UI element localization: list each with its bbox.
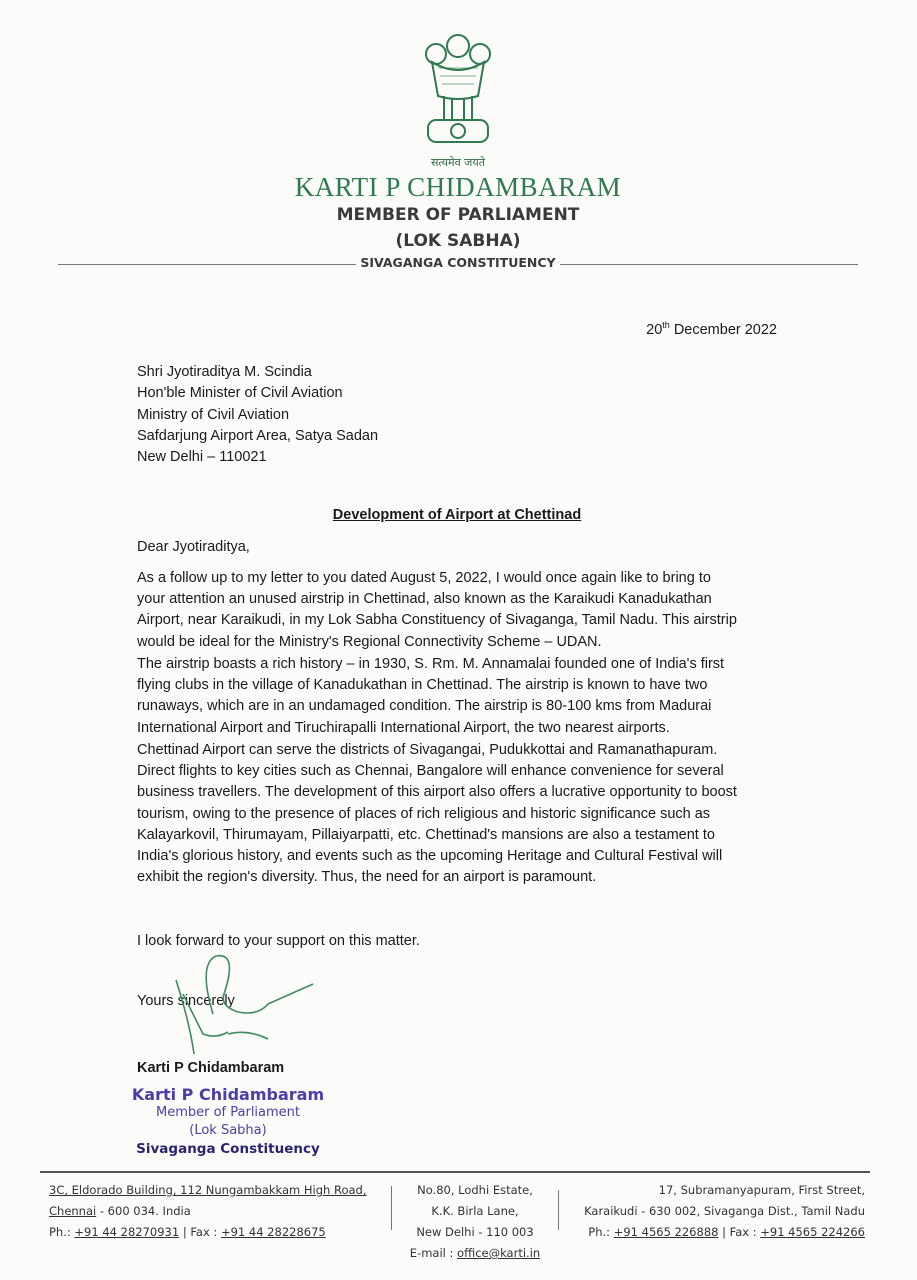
constituency-text: SIVAGANGA CONSTITUENCY — [356, 255, 559, 270]
fax-label: | Fax : — [718, 1225, 761, 1239]
footer-karaikudi-address — [584, 1180, 865, 1243]
letterhead-name: KARTI P CHIDAMBARAM — [294, 172, 622, 202]
text-line: tourism, owing to the presence of places of rich religious and historic significance such as — [137, 805, 711, 822]
text-line: would be ideal for the Ministry's Regional Connectivity Scheme – UDAN. — [137, 633, 602, 650]
stamp-line: Sivaganga Constituency — [136, 1141, 320, 1157]
letterhead-title: MEMBER OF PARLIAMENT — [336, 205, 580, 225]
phone-label: Ph.: — [49, 1225, 75, 1239]
text-line: Direct flights to key cities such as Chennai, Bangalore will enhance convenience for several — [137, 763, 724, 780]
footer-line: 3C, Eldorado Building, 112 Nungambakkam High Road, — [49, 1183, 367, 1197]
text-line: Airport, near Karaikudi, in my Lok Sabha Constituency of Sivaganga, Tamil Nadu. This airstrip — [137, 612, 737, 629]
paragraph-2 — [137, 654, 797, 739]
stamp-line: (Lok Sabha) — [189, 1123, 267, 1138]
signatory-name: Karti P Chidambaram — [137, 1060, 285, 1076]
phone-link[interactable]: +91 4565 226888 — [613, 1225, 719, 1239]
text-line: The airstrip boasts a rich history – in 1930, S. Rm. M. Annamalai founded one of India's first — [137, 656, 725, 672]
letter-date — [646, 320, 777, 338]
footer-line: K.K. Birla Lane, — [431, 1204, 519, 1218]
address-line: New Delhi – 110021 — [137, 449, 267, 466]
address-line: Hon'ble Minister of Civil Aviation — [137, 385, 343, 402]
official-stamp — [128, 1086, 328, 1158]
valediction: Yours sincerely — [137, 993, 235, 1009]
footer-divider — [40, 1171, 870, 1173]
stamp-line: Karti P Chidambaram — [131, 1085, 325, 1104]
address-line: Shri Jyotiraditya M. Scindia — [137, 364, 312, 380]
fax-label: | Fax : — [179, 1225, 221, 1239]
date-suffix: th — [662, 320, 670, 330]
footer-line: Karaikudi - 630 002, Sivaganga Dist., Tamil Nadu — [584, 1204, 865, 1218]
emblem-motto: सत्यमेव जयते — [430, 156, 485, 169]
text-line: India's glorious history, and events such as the upcoming Heritage and Cultural Festival will — [137, 848, 723, 865]
letterhead-constituency — [300, 255, 616, 270]
footer-separator — [558, 1190, 559, 1230]
salutation: Dear Jyotiraditya, — [137, 539, 250, 555]
footer-city: Chennai — [49, 1204, 97, 1218]
date-day: 20 — [646, 321, 663, 338]
stamp-line: Member of Parliament — [155, 1105, 301, 1120]
address-line: Ministry of Civil Aviation — [137, 406, 290, 423]
footer-line: - 600 034. India — [96, 1204, 191, 1218]
text-line: Kalayarkovil, Thirumayam, Pillaiyarpatti, etc. Chettinad's mansions are also a testament to — [137, 826, 715, 843]
footer-line: New Delhi - 110 003 — [416, 1225, 534, 1239]
text-line: International Airport and Tiruchirapalli International Airport, the two nearest airports. — [137, 719, 670, 736]
paragraph-3 — [137, 740, 797, 888]
text-line: As a follow up to my letter to you dated August 5, 2022, I would once again like to bring to — [137, 570, 711, 586]
footer-line: 17, Subramanyapuram, First Street, — [658, 1183, 865, 1197]
footer-separator — [391, 1186, 392, 1230]
text-line: your attention an unused airstrip in Chettinad, also known as the Karaikudi Kanadukathan — [137, 591, 712, 608]
letterhead-house: (LOK SABHA) — [395, 231, 521, 251]
fax-link[interactable]: +91 44 28228675 — [220, 1225, 326, 1239]
ashoka-emblem-icon — [418, 28, 498, 156]
text-line: business travellers. The development of this airport also offers a lucrative opportunity to boost — [137, 784, 737, 801]
footer-chennai-address — [49, 1180, 367, 1243]
phone-label: Ph.: — [588, 1225, 614, 1239]
paragraph-1 — [137, 568, 797, 653]
date-rest: December 2022 — [673, 321, 777, 338]
recipient-address — [137, 362, 378, 468]
footer-delhi-address — [400, 1180, 550, 1264]
email-label: E-mail : — [409, 1246, 458, 1260]
footer-line: No.80, Lodhi Estate, — [417, 1183, 533, 1197]
closing-line: I look forward to your support on this matter. — [137, 933, 420, 949]
fax-link[interactable]: +91 4565 224266 — [760, 1225, 865, 1239]
text-line: exhibit the region's diversity. Thus, the need for an airport is paramount. — [137, 869, 597, 886]
text-line: Chettinad Airport can serve the districts of Sivagangai, Pudukkottai and Ramanathapuram. — [137, 742, 718, 758]
text-line: runaways, which are in an undamaged condition. The airstrip is 80-100 kms from Madurai — [137, 698, 712, 715]
subject-line: Development of Airport at Chettinad — [332, 507, 582, 523]
phone-link[interactable]: +91 44 28270931 — [74, 1225, 180, 1239]
address-line: Safdarjung Airport Area, Satya Sadan — [137, 427, 379, 444]
text-line: flying clubs in the village of Kanadukathan in Chettinad. The airstrip is known to have two — [137, 677, 708, 694]
signature-icon — [128, 944, 328, 1064]
email-link[interactable]: office@karti.in — [457, 1246, 541, 1260]
